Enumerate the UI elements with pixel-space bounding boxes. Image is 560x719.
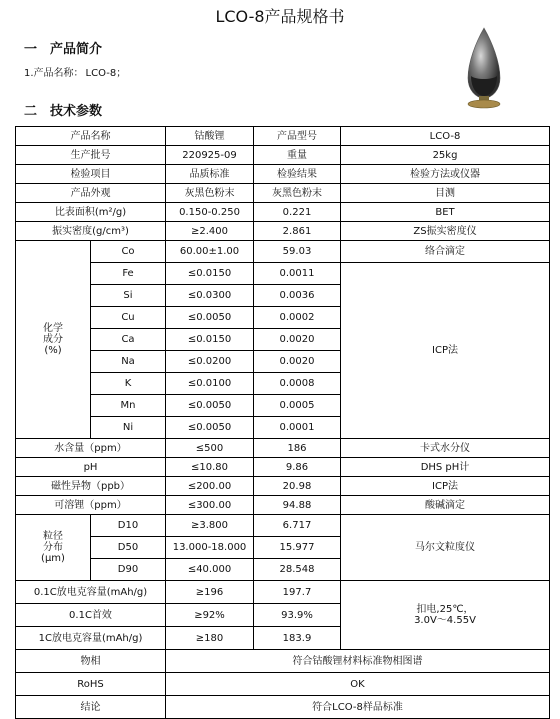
efficiency-standard: ≥92%: [166, 604, 254, 627]
psd-d: D10: [91, 515, 166, 537]
co-method: 络合滴定: [341, 241, 550, 263]
tap-standard: ≥2.400: [166, 222, 254, 241]
water-standard: ≤500: [166, 439, 254, 458]
chem-result: 0.0036: [254, 285, 341, 307]
tap-result: 2.861: [254, 222, 341, 241]
chem-standard: ≤0.0050: [166, 307, 254, 329]
psd-label-line: 分布: [43, 542, 63, 553]
product-name-value: LCO-8；: [85, 68, 127, 79]
chem-standard: ≤0.0100: [166, 373, 254, 395]
chem-element: Na: [91, 351, 166, 373]
psd-standard: 13.000-18.000: [166, 537, 254, 559]
chem-label-line: 成分: [43, 334, 63, 345]
chem-standard: ≤0.0300: [166, 285, 254, 307]
chem-element: Co: [91, 241, 166, 263]
section-number: 二: [24, 104, 38, 119]
electro-method-line: 3.0V～4.55V: [414, 615, 476, 626]
model-label: 产品型号: [254, 127, 341, 146]
chem-label-line: 化学: [43, 323, 63, 334]
soluble-method: 酸碱滴定: [341, 496, 550, 515]
capacity-1c-standard: ≥180: [166, 627, 254, 650]
water-label: 水含量（ppm）: [16, 439, 166, 458]
product-photo-icon: [446, 24, 522, 110]
chem-element: Ca: [91, 329, 166, 351]
spec-table: [15, 126, 550, 719]
psd-method: 马尔文粒度仪: [341, 515, 550, 581]
chem-element: Fe: [91, 263, 166, 285]
capacity-1c-label: 1C放电克容量(mAh/g): [16, 627, 166, 650]
batch-label: 生产批号: [16, 146, 166, 165]
chem-result: 0.0002: [254, 307, 341, 329]
table-header-row: [16, 165, 550, 184]
conclusion-label: 结论: [16, 696, 166, 719]
table-row: [16, 673, 550, 696]
efficiency-label: 0.1C首效: [16, 604, 166, 627]
soluble-result: 94.88: [254, 496, 341, 515]
soluble-label: 可溶锂（ppm）: [16, 496, 166, 515]
psd-label: [16, 515, 91, 581]
capacity-result: 197.7: [254, 581, 341, 604]
capacity-label: 0.1C放电克容量(mAh/g): [16, 581, 166, 604]
psd-result: 28.548: [254, 559, 341, 581]
chem-element: Ni: [91, 417, 166, 439]
water-result: 186: [254, 439, 341, 458]
chem-element: K: [91, 373, 166, 395]
chem-element: Cu: [91, 307, 166, 329]
ph-standard: ≤10.80: [166, 458, 254, 477]
conclusion-value: 符合LCO-8样品标准: [166, 696, 550, 719]
chem-label-line: (%): [44, 345, 62, 356]
page-title: LCO-8产品规格书: [215, 7, 345, 26]
psd-d: D90: [91, 559, 166, 581]
efficiency-result: 93.9%: [254, 604, 341, 627]
chem-standard: ≤0.0200: [166, 351, 254, 373]
chem-result: 0.0001: [254, 417, 341, 439]
chem-result: 0.0020: [254, 329, 341, 351]
ph-result: 9.86: [254, 458, 341, 477]
chem-standard: ≤0.0050: [166, 395, 254, 417]
magnetic-label: 磁性异物（ppb）: [16, 477, 166, 496]
header-method: 检验方法或仪器: [341, 165, 550, 184]
psd-result: 15.977: [254, 537, 341, 559]
section-number: 一: [24, 42, 38, 57]
product-name-cell: 钴酸锂: [166, 127, 254, 146]
section-label: 产品简介: [50, 42, 103, 57]
magnetic-method: ICP法: [341, 477, 550, 496]
psd-standard: ≥3.800: [166, 515, 254, 537]
chem-result: 0.0020: [254, 351, 341, 373]
table-row: [16, 127, 550, 146]
model-cell: LCO-8: [341, 127, 550, 146]
table-row: [16, 146, 550, 165]
product-name-prefix: 1.产品名称：: [24, 68, 84, 79]
ph-method: DHS pH计: [341, 458, 550, 477]
bet-standard: 0.150-0.250: [166, 203, 254, 222]
appearance-method: 目测: [341, 184, 550, 203]
electro-method: [341, 581, 550, 650]
chem-label: [16, 241, 91, 439]
tap-method: ZS振实密度仪: [341, 222, 550, 241]
appearance-label: 产品外观: [16, 184, 166, 203]
icp-method: ICP法: [341, 263, 550, 439]
table-row: [16, 696, 550, 719]
chem-result: 0.0011: [254, 263, 341, 285]
section-heading-params: [24, 100, 102, 119]
magnetic-standard: ≤200.00: [166, 477, 254, 496]
ph-label: pH: [16, 458, 166, 477]
table-row: [16, 263, 550, 285]
chem-standard: 60.00±1.00: [166, 241, 254, 263]
bet-method: BET: [341, 203, 550, 222]
product-name-line: [24, 64, 126, 79]
table-row: [16, 581, 550, 604]
soluble-standard: ≤300.00: [166, 496, 254, 515]
chem-standard: ≤0.0150: [166, 263, 254, 285]
magnetic-result: 20.98: [254, 477, 341, 496]
chem-element: Si: [91, 285, 166, 307]
chem-result: 59.03: [254, 241, 341, 263]
psd-standard: ≤40.000: [166, 559, 254, 581]
capacity-standard: ≥196: [166, 581, 254, 604]
phase-value: 符合钴酸锂材料标准物相图谱: [166, 650, 550, 673]
tap-label: 振实密度(g/cm³): [16, 222, 166, 241]
chem-standard: ≤0.0150: [166, 329, 254, 351]
table-row: [16, 496, 550, 515]
phase-label: 物相: [16, 650, 166, 673]
section-label: 技术参数: [50, 104, 103, 119]
product-name-label: 产品名称: [16, 127, 166, 146]
psd-label-line: 粒径: [43, 531, 63, 542]
chem-element: Mn: [91, 395, 166, 417]
appearance-result: 灰黑色粉末: [254, 184, 341, 203]
bet-label: 比表面积(m²/g): [16, 203, 166, 222]
batch-cell: 220925-09: [166, 146, 254, 165]
chem-result: 0.0005: [254, 395, 341, 417]
appearance-standard: 灰黑色粉末: [166, 184, 254, 203]
psd-label-line: (μm): [41, 553, 65, 564]
weight-cell: 25kg: [341, 146, 550, 165]
chem-result: 0.0008: [254, 373, 341, 395]
chem-standard: ≤0.0050: [166, 417, 254, 439]
table-row: [16, 477, 550, 496]
header-result: 检验结果: [254, 165, 341, 184]
table-row: [16, 184, 550, 203]
table-row: [16, 439, 550, 458]
table-row: [16, 241, 550, 263]
table-row: [16, 203, 550, 222]
electro-method-line: 扣电,25℃，: [416, 604, 474, 615]
header-item: 检验项目: [16, 165, 166, 184]
rohs-label: RoHS: [16, 673, 166, 696]
table-row: [16, 650, 550, 673]
table-row: [16, 222, 550, 241]
header-standard: 品质标准: [166, 165, 254, 184]
bet-result: 0.221: [254, 203, 341, 222]
rohs-value: OK: [166, 673, 550, 696]
psd-d: D50: [91, 537, 166, 559]
weight-label: 重量: [254, 146, 341, 165]
section-heading-intro: [24, 38, 102, 57]
water-method: 卡式水分仪: [341, 439, 550, 458]
capacity-1c-result: 183.9: [254, 627, 341, 650]
psd-result: 6.717: [254, 515, 341, 537]
table-row: [16, 515, 550, 537]
table-row: [16, 458, 550, 477]
